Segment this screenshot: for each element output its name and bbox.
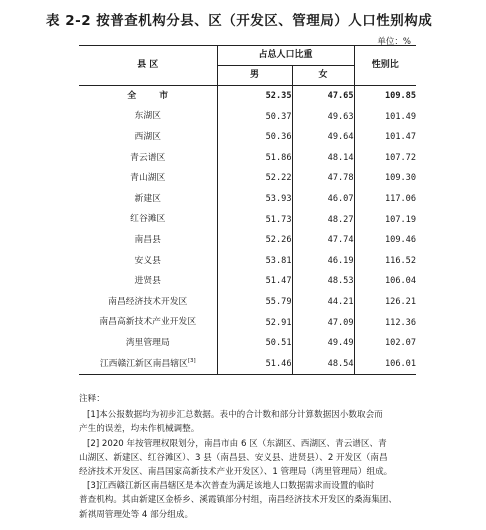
table-row: [79, 189, 416, 210]
table-row: [79, 333, 416, 354]
region-name: 东湖区: [134, 111, 161, 122]
region-name: 南昌高新技术产业开发区: [99, 317, 197, 328]
sex-ratio-cell: 102.07: [384, 338, 417, 349]
table-row: [79, 313, 416, 334]
region-name-cell: [79, 189, 217, 210]
female-share-cell: 46.19: [292, 251, 354, 272]
table-row: [79, 168, 416, 189]
sex-ratio-cell: 112.36: [384, 317, 417, 328]
region-name: 进贤县: [134, 276, 161, 287]
table-title: 表 2-2 按普查机构分县、区（开发区、管理局）人口性别构成: [46, 13, 433, 29]
region-name-cell: [79, 271, 217, 292]
region-name: 青山湖区: [130, 173, 166, 184]
sex-ratio-cell: 109.85: [384, 91, 417, 101]
sex-ratio-cell: 106.04: [384, 276, 417, 287]
notes-title: 注释：: [79, 394, 105, 404]
population-share-header: 占总人口比重: [217, 46, 354, 66]
male-share-cell: 50.37: [217, 107, 292, 128]
note-text: [3]江西赣江新区南昌辖区是本次普查为满足该地人口数据需求而设置的临时: [87, 481, 375, 492]
note-line: [79, 451, 422, 465]
table-row: [79, 230, 416, 251]
unit-label: 单位：%: [377, 37, 411, 47]
region-name-cell: [79, 313, 217, 334]
female-share-cell: 49.49: [292, 333, 354, 354]
male-share-cell: 55.79: [217, 292, 292, 313]
region-name-cell: [79, 210, 217, 231]
table-body: [79, 86, 416, 375]
male-share-cell: 52.91: [217, 313, 292, 334]
sex-ratio-table: [79, 45, 416, 375]
male-share-cell: 52.35: [217, 86, 292, 107]
table-row: [79, 107, 416, 128]
female-share-cell: 44.21: [292, 292, 354, 313]
sex-ratio-cell: 109.46: [384, 235, 417, 246]
note-text: [1]本公报数据均为初步汇总数据。表中的合计数和部分计算数据因小数取会而: [87, 410, 383, 421]
table-row: [79, 127, 416, 148]
male-share-cell: 53.93: [217, 189, 292, 210]
male-share-cell: 51.46: [217, 354, 292, 375]
region-name-cell: [79, 251, 217, 272]
table-row: [79, 251, 416, 272]
sex-ratio-cell: 126.21: [384, 296, 417, 307]
region-name-cell: [79, 354, 217, 375]
male-share-cell: 51.47: [217, 271, 292, 292]
region-name: 安义县: [134, 255, 161, 266]
notes-section: [79, 392, 422, 522]
sex-ratio-cell: 101.49: [384, 111, 417, 122]
table-row: [79, 271, 416, 292]
female-share-cell: 48.14: [292, 148, 354, 169]
sex-ratio-cell: 107.72: [384, 152, 417, 163]
female-share-cell: 47.65: [292, 86, 354, 107]
note-line: [79, 508, 422, 522]
region-name-cell: [79, 292, 217, 313]
notes-list: [79, 408, 422, 522]
region-name: 新建区: [134, 193, 161, 204]
table-row: [79, 210, 416, 231]
region-name: 江西赣江新区南昌辖区: [99, 359, 188, 370]
region-name: 全 市: [127, 90, 179, 101]
note-text: 普查机构。其由新建区金桥乡、溪霞镇部分村组，南昌经济技术开发区的桑海集团、: [79, 495, 397, 506]
female-share-cell: 48.53: [292, 271, 354, 292]
table-row: [79, 148, 416, 169]
sex-ratio-column-header: 性别比: [354, 46, 416, 86]
male-share-cell: 53.81: [217, 251, 292, 272]
note-text: 经济技术开发区、南昌国家高新技术产业开发区）、1 管理局（湾里管理局）组成。: [79, 467, 393, 478]
region-name: 西湖区: [134, 132, 161, 143]
male-share-cell: 52.22: [217, 168, 292, 189]
sex-ratio-cell: 117.06: [384, 193, 417, 204]
male-share-cell: 50.36: [217, 127, 292, 148]
region-name-cell: [79, 127, 217, 148]
female-share-cell: 49.63: [292, 107, 354, 128]
female-share-cell: 46.07: [292, 189, 354, 210]
male-column-header: 男: [217, 66, 292, 86]
region-name: 南昌经济技术开发区: [108, 296, 188, 307]
note-text: 山湖区、新建区、红谷滩区）、3 县（南昌县、安义县、进贤县）、2 开发区（南昌: [79, 452, 388, 463]
region-name-cell: [79, 333, 217, 354]
region-name-cell: [79, 86, 217, 107]
female-share-cell: 48.54: [292, 354, 354, 375]
female-share-cell: 47.78: [292, 168, 354, 189]
note-line: [79, 408, 422, 422]
region-column-header: 县 区: [79, 46, 217, 86]
table-row-total: [79, 86, 416, 107]
note-line: [79, 437, 422, 451]
female-column-header: 女: [292, 66, 354, 86]
sex-ratio-cell: 107.19: [384, 214, 417, 225]
note-line: [79, 479, 422, 493]
female-share-cell: 49.64: [292, 127, 354, 148]
table-row: [79, 354, 416, 375]
note-text: [2] 2020 年按管理权限划分，南昌市由 6 区（东湖区、西湖区、青云谱区、青: [87, 438, 387, 449]
region-name: 青云谱区: [130, 152, 166, 163]
region-name-cell: [79, 230, 217, 251]
region-name: 湾里管理局: [125, 338, 170, 349]
sex-ratio-cell: 109.30: [384, 173, 417, 184]
note-line: [79, 493, 422, 507]
region-name: 南昌县: [134, 235, 161, 246]
footnote-marker: [3]: [187, 358, 196, 365]
note-line: [79, 465, 422, 479]
region-name-cell: [79, 148, 217, 169]
female-share-cell: 48.27: [292, 210, 354, 231]
table-row: [79, 292, 416, 313]
male-share-cell: 51.73: [217, 210, 292, 231]
sex-ratio-cell: 106.01: [354, 354, 416, 375]
region-name-cell: [79, 168, 217, 189]
note-line: [79, 422, 422, 436]
female-share-cell: 47.09: [292, 313, 354, 334]
male-share-cell: 51.86: [217, 148, 292, 169]
note-text: 新祺周管理处等 4 部分组成。: [79, 509, 194, 520]
region-name-cell: [79, 107, 217, 128]
male-share-cell: 50.51: [217, 333, 292, 354]
male-share-cell: 52.26: [217, 230, 292, 251]
female-share-cell: 47.74: [292, 230, 354, 251]
note-text: 产生的误差，均未作机械调整。: [79, 424, 200, 435]
sex-ratio-cell: 101.47: [384, 132, 417, 143]
region-name: 红谷滩区: [130, 214, 166, 225]
sex-ratio-cell: 116.52: [384, 255, 417, 266]
